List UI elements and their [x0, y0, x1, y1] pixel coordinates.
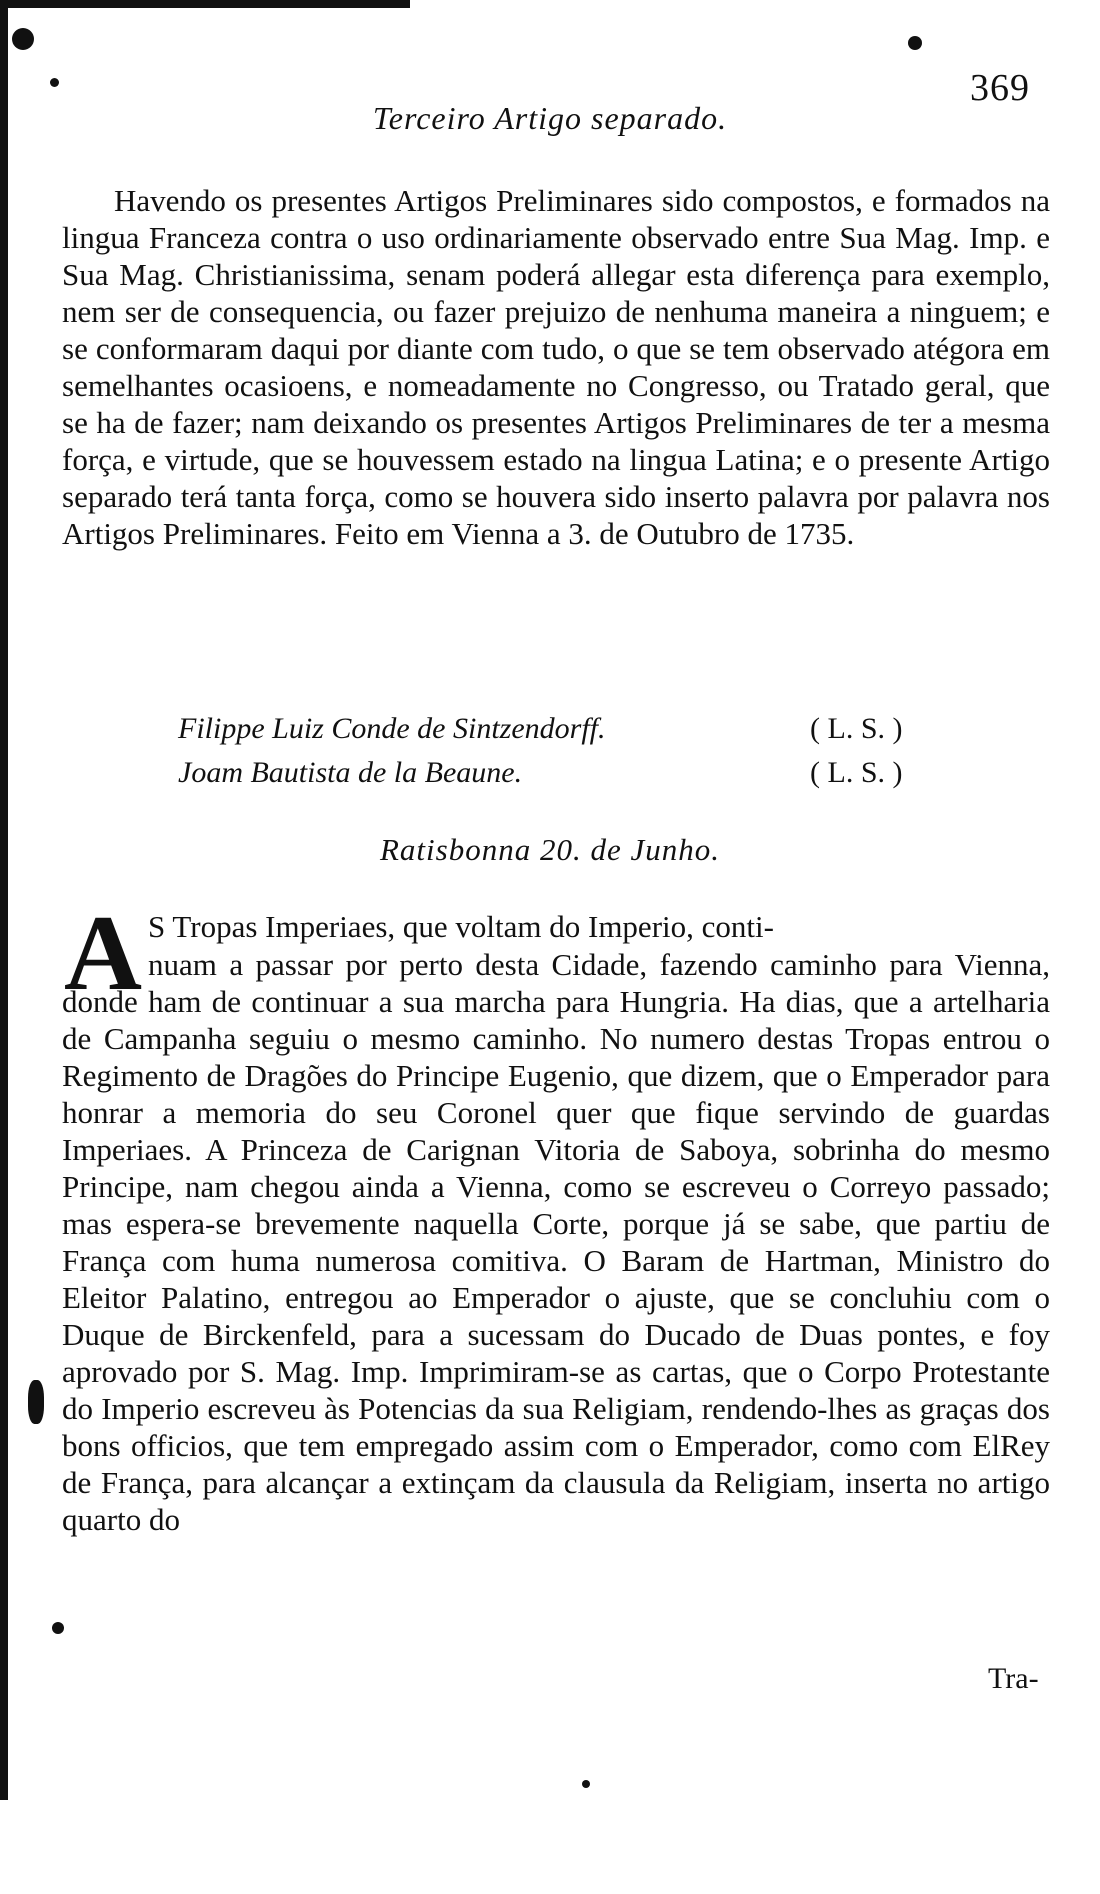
drop-cap: A — [64, 894, 142, 1013]
news-text: nuam a passar por perto desta Cidade, fazendo caminho para Vienna, donde ham de continuar a sua marcha para Hungria. Ha dias, que a artelharia de Campanha seguiu o mesmo caminho. No numero destas Tropas entrou o Regimento de Dragões do Principe Eugenio, que dizem, que o Emperador para honrar a memoria do seu Coronel quer que fique servindo de guardas Imperiaes. A Princeza de Carignan Vitoria de Saboya, sobrinha do mesmo Principe, nam chegou ainda a Vienna, como se escreveu o Correyo passado; mas espera-se brevemente naquella Corte, porque já se sabe, que partiu de França com huma numerosa comitiva. O Baram de Hartman, Ministro do Eleitor Palatino, entregou ao Emperador o ajuste, que se concluhiu com o Duque de Birckenfeld, para a sucessam do Ducado de Duas pontes, e foy aprovado por S. Mag. Imp. Imprimiram-se as cartas, que o Corpo Protestante do Imperio escreveu às Potencias da sua Religiam, rendendo-lhes as graças dos bons officios, que tem empregado assim com o Emperador, como com ElRey de França, para alcançar a extinçam da clausula da Religiam, inserta no artigo quarto do — [62, 947, 1050, 1537]
seal-mark: ( L. S. ) — [810, 756, 903, 789]
article-paragraph: Havendo os presentes Artigos Preliminares sido compostos, e formados na lingua Franceza contra o uso ordinariamente observado entre Sua Mag. Imp. e Sua Mag. Christianissima, senam poderá allegar esta diferença para exemplo, nem ser de consequencia, ou fazer prejuizo de nenhuma maneira a ninguem; e se conformaram daqui por diante com tudo, o que se tem observado atégora em semelhantes ocasioens, e nomeadamente no Congresso, ou Tratado geral, que se ha de fazer; nam deixando os presentes Artigos Preliminares de ter a mesma força, e virtude, que se houvessem estado na lingua Latina; e o presente Artigo separado terá tanta força, como se houvera sido inserto palavra por palavra nos Artigos Preliminares. Feito em Vienna a 3. de Outubro de 1735. — [62, 183, 1050, 551]
signature-block — [178, 712, 958, 800]
ink-spot — [582, 1780, 590, 1788]
signature-line — [178, 712, 958, 756]
ink-spot — [52, 1622, 64, 1634]
news-dateline: Ratisbonna 20. de Junho. — [380, 832, 720, 867]
signatory-name: Joam Bautista de la Beaune. — [178, 756, 523, 789]
seal-mark: ( L. S. ) — [810, 712, 903, 745]
ink-spot — [908, 36, 922, 50]
scan-border-top — [0, 0, 410, 8]
scan-border-left — [0, 0, 8, 1800]
news-paragraph — [62, 946, 1050, 1538]
ink-spot — [50, 78, 59, 87]
ink-spot — [28, 1380, 44, 1424]
catchword: Tra- — [988, 1662, 1039, 1695]
signature-line — [178, 756, 958, 800]
section-title: Terceiro Artigo separado. — [372, 100, 728, 136]
signatory-name: Filippe Luiz Conde de Sintzendorff. — [178, 712, 606, 745]
ink-spot — [12, 28, 34, 50]
news-first-line: S Tropas Imperiaes, que voltam do Imperio, conti- — [148, 909, 774, 944]
page-number: 369 — [970, 67, 1030, 109]
